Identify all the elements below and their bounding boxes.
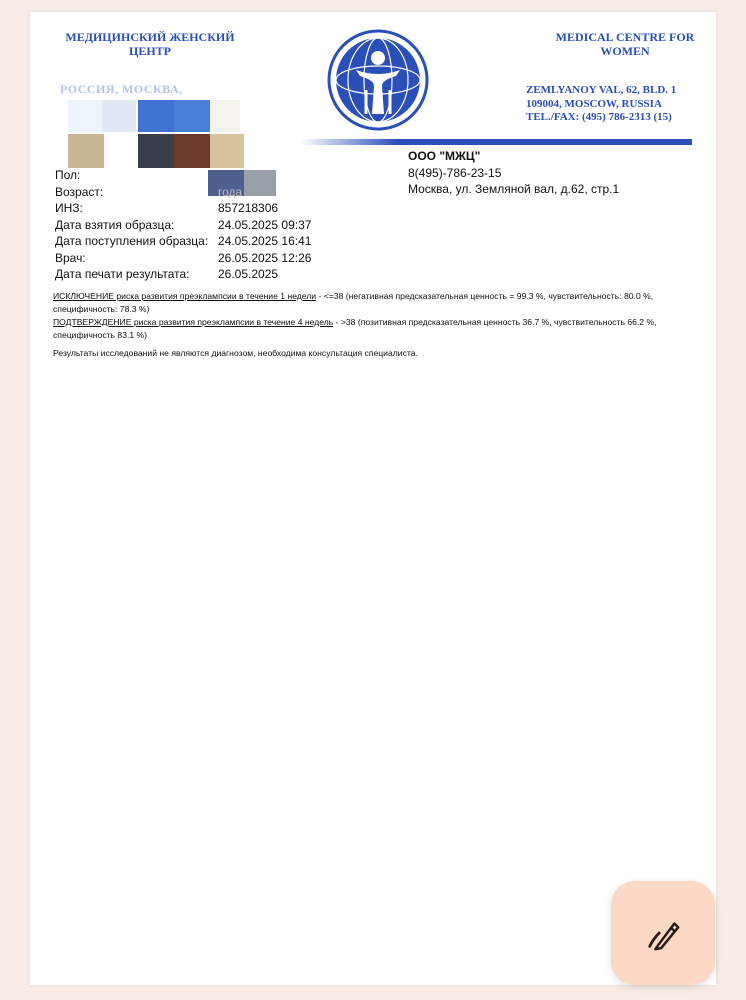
header-divider (300, 139, 692, 145)
org-phone: 8(495)-786-23-15 (408, 165, 502, 180)
field-label: Дата взятия образца: (55, 217, 175, 232)
field-value-sample-date: 24.05.2025 09:37 (218, 217, 312, 232)
address-line: TEL./FAX: (495) 786-2313 (15) (526, 111, 672, 123)
exclusion-text: - <=38 (негативная предсказательная ценность = 99.3 %, чувствительность: 80.0 %, специфичность: 78.3 %) (53, 291, 654, 314)
confirmation-heading: ПОДТВЕРЖДЕНИЕ риска развития преэклампсии в течение 4 недель (53, 317, 334, 327)
patient-labels (55, 167, 208, 283)
pen-edit-icon (644, 914, 682, 952)
field-value-doctor: 26.05.2025 12:26 (218, 250, 312, 265)
field-label: Возраст: (55, 184, 104, 199)
clinic-name-ru: МЕДИЦИНСКИЙ ЖЕНСКИЙ ЦЕНТР (65, 30, 235, 58)
annotate-button[interactable] (611, 881, 715, 985)
clinic-location-ru: РОССИЯ, МОСКВА, (60, 82, 183, 96)
field-value-sex (218, 167, 311, 184)
exclusion-note (53, 290, 693, 316)
clinic-address-en (526, 84, 716, 125)
field-value-inz: 857218306 (218, 201, 279, 215)
field-label: Врач: (55, 250, 86, 265)
field-value-age (218, 184, 311, 201)
document-page (30, 12, 716, 985)
clinic-name-en: MEDICAL CENTRE FOR WOMEN (555, 30, 695, 58)
patient-values (218, 167, 311, 283)
field-label: ИНЗ: (55, 201, 83, 215)
age-fragment: года (218, 184, 243, 199)
address-line: 109004, MOSCOW, RUSSIA (526, 97, 662, 110)
exclusion-heading: ИСКЛЮЧЕНИЕ риска развития преэклампсии в течение 1 недели (53, 291, 317, 301)
field-label: Пол: (55, 168, 81, 182)
confirmation-text: - >38 (позитивная предсказательная ценность 36.7 %, чувствительность 66.2 %, специфичность 83.1 %) (53, 317, 657, 340)
org-name: ООО "МЖЦ" (408, 149, 481, 163)
field-label: Дата поступления образца: (55, 234, 209, 248)
disclaimer: Результаты исследований не являются диагнозом, необходима консультация специалиста. (53, 348, 418, 358)
lab-organization (408, 148, 619, 198)
confirmation-note (53, 316, 693, 342)
field-label: Дата печати результата: (55, 267, 190, 281)
field-value-print-date: 26.05.2025 (218, 267, 279, 281)
field-value-received-date: 24.05.2025 16:41 (218, 234, 312, 248)
org-address: Москва, ул. Земляной вал, д.62, стр.1 (408, 182, 620, 196)
clinic-logo (326, 28, 430, 132)
interpretation-notes (53, 290, 693, 342)
address-line: ZEMLYANOY VAL, 62, BLD. 1 (526, 84, 677, 96)
